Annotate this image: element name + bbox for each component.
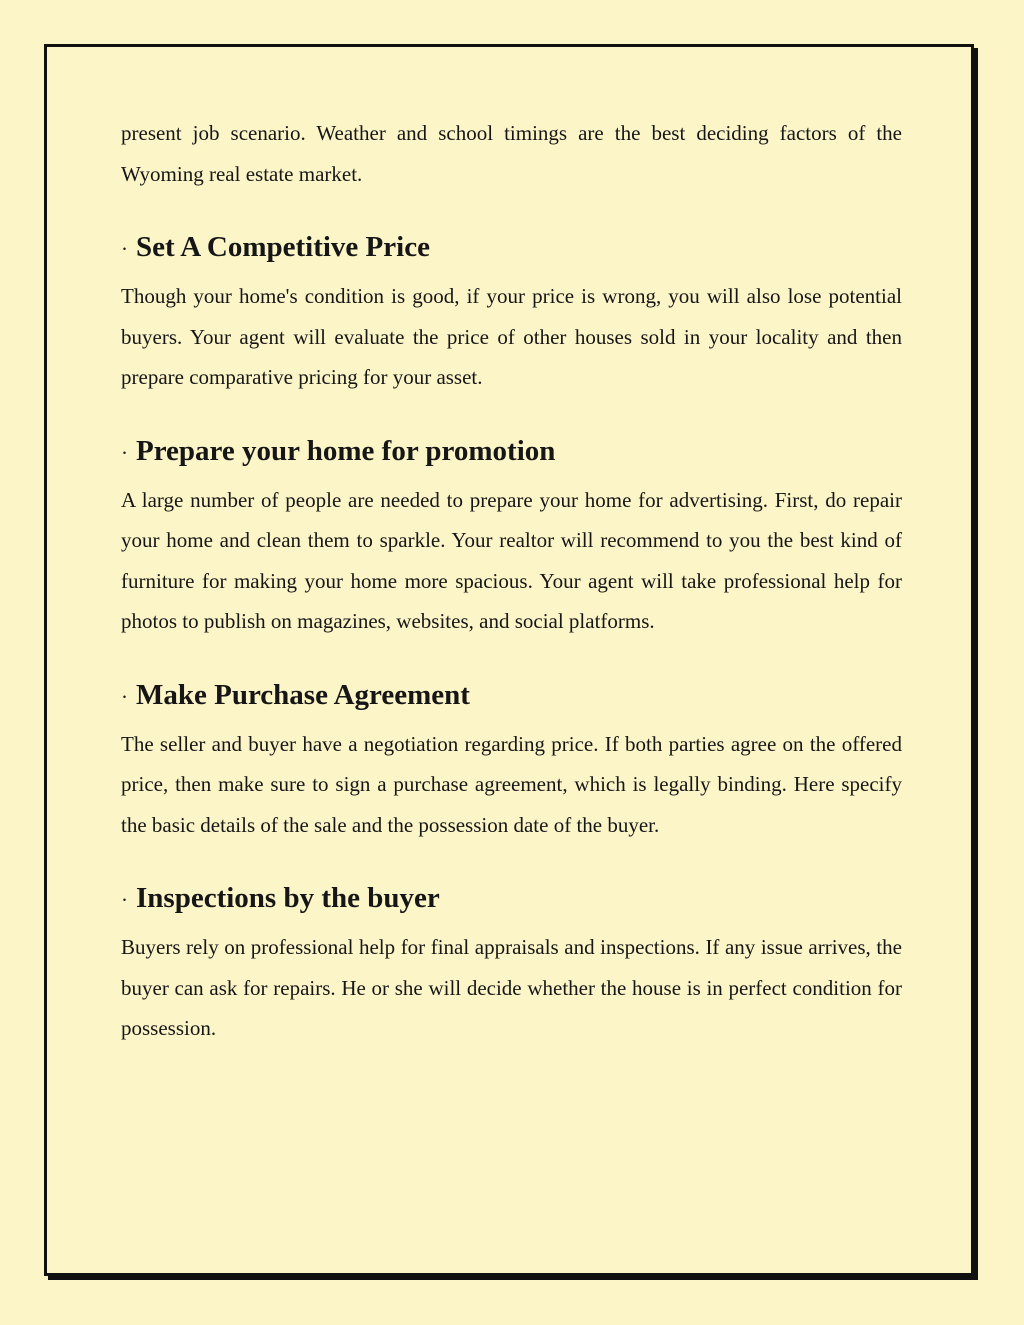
section-heading-text: Make Purchase Agreement: [136, 678, 470, 711]
section-heading: [121, 878, 902, 920]
intro-paragraph: present job scenario. Weather and school timings are the best deciding factors of the Wyoming real estate market.: [121, 121, 902, 186]
document-body: [121, 113, 902, 1049]
section-paragraph: Though your home's condition is good, if your price is wrong, you will also lose potential buyers. Your agent will evaluate the price of other houses sold in your locality and then prepare comparative pricing for your asset.: [121, 284, 902, 389]
section-inspections: [121, 878, 902, 1049]
bullet-icon: ·: [121, 237, 128, 261]
section-paragraph: The seller and buyer have a negotiation regarding price. If both parties agree on the offered price, then make sure to sign a purchase agreement, which is legally binding. Here specify the basic details of the sale and the possession date of the buyer.: [121, 731, 902, 837]
section-heading-text: Prepare your home for promotion: [136, 434, 556, 467]
section-prepare-home: [121, 431, 902, 642]
bullet-icon: ·: [121, 684, 128, 709]
bullet-icon: ·: [121, 888, 128, 912]
bullet-icon: ·: [121, 440, 128, 465]
section-heading: [121, 675, 902, 717]
section-paragraph: Buyers rely on professional help for final appraisals and inspections. If any issue arrives, the buyer can ask for repairs. He or she will decide whether the house is in perfect condition for possession.: [121, 935, 902, 1040]
section-heading-text: Inspections by the buyer: [136, 882, 440, 914]
section-competitive-price: [121, 227, 902, 398]
section-heading: [121, 227, 902, 269]
section-heading-text: Set A Competitive Price: [136, 231, 430, 263]
section-heading: [121, 431, 902, 473]
section-paragraph: A large number of people are needed to prepare your home for advertising. First, do repair your home and clean them to sparkle. Your realtor will recommend to you the best kind of furniture for making your home more spacious. Your agent will take professional help for photos to publish on magazines, websites, and social platforms.: [121, 487, 902, 633]
section-purchase-agreement: [121, 675, 902, 846]
